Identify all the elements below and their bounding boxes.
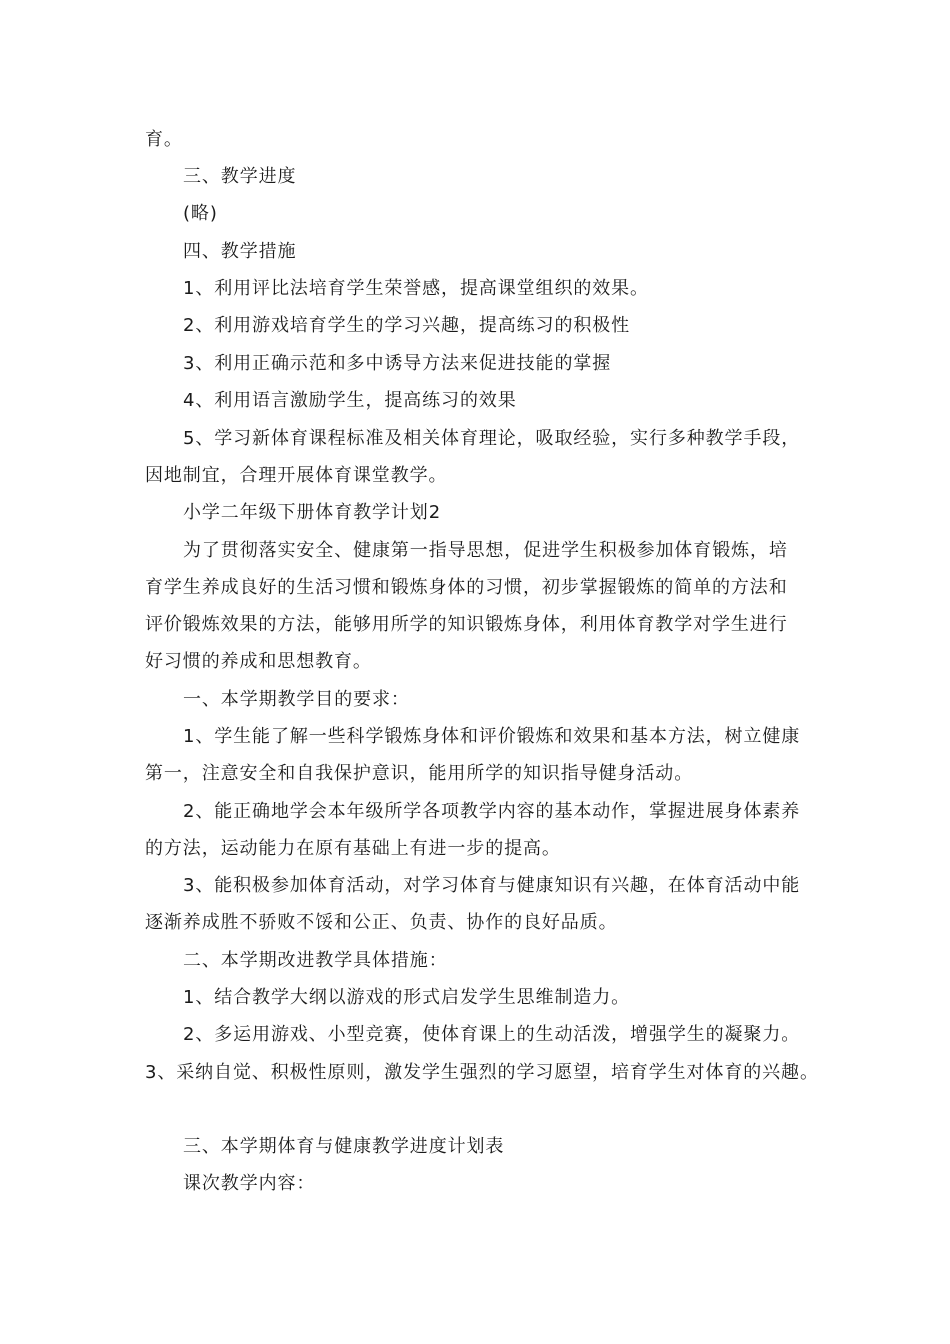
text-line: 1、结合教学大纲以游戏的形式启发学生思维制造力。 <box>183 987 631 1008</box>
text-line: 因地制宜，合理开展体育课堂教学。 <box>145 465 448 486</box>
text-line: 3、能积极参加体育活动，对学习体育与健康知识有兴趣，在体育活动中能 <box>183 875 801 896</box>
text-line: 4、利用语言激励学生，提高练习的效果 <box>183 390 517 411</box>
text-line: 为了贯彻落实安全、健康第一指导思想，促进学生积极参加体育锻炼，培 <box>183 540 788 561</box>
text-line: 的方法，运动能力在原有基础上有进一步的提高。 <box>145 838 561 859</box>
text-line: 评价锻炼效果的方法，能够用所学的知识锻炼身体，利用体育教学对学生进行 <box>145 614 788 635</box>
text-line: 3、采纳自觉、积极性原则，激发学生强烈的学习愿望，培育学生对体育的兴趣。 <box>145 1062 819 1083</box>
text-line: 1、学生能了解一些科学锻炼身体和评价锻炼和效果和基本方法，树立健康 <box>183 726 801 747</box>
text-line: 2、多运用游戏、小型竞赛，使体育课上的生动活泼，增强学生的凝聚力。 <box>183 1024 801 1045</box>
text-line: 2、能正确地学会本年级所学各项教学内容的基本动作，掌握进展身体素养 <box>183 801 801 822</box>
section-heading: 一、本学期教学目的要求： <box>183 689 410 710</box>
text-line: 2、利用游戏培育学生的学习兴趣，提高练习的积极性 <box>183 315 631 336</box>
section-heading: 四、教学措施 <box>183 241 297 262</box>
section-heading: 二、本学期改进教学具体措施： <box>183 950 448 971</box>
text-line: (略) <box>183 203 218 224</box>
text-line: 育学生养成良好的生活习惯和锻炼身体的习惯，初步掌握锻炼的简单的方法和 <box>145 577 788 598</box>
text-line: 好习惯的养成和思想教育。 <box>145 651 372 672</box>
text-line: 1、利用评比法培育学生荣誉感，提高课堂组织的效果。 <box>183 278 649 299</box>
text-line: 3、利用正确示范和多中诱导方法来促进技能的掌握 <box>183 353 612 374</box>
section-heading: 三、本学期体育与健康教学进度计划表 <box>183 1136 505 1157</box>
text-line: 逐渐养成胜不骄败不馁和公正、负责、协作的良好品质。 <box>145 912 618 933</box>
text-line: 5、学习新体育课程标准及相关体育理论，吸取经验，实行多种教学手段， <box>183 428 801 449</box>
document-title: 小学二年级下册体育教学计划2 <box>183 502 442 523</box>
text-line: 第一，注意安全和自我保护意识，能用所学的知识指导健身活动。 <box>145 763 694 784</box>
section-heading: 三、教学进度 <box>183 166 297 187</box>
text-line: 育。 <box>145 129 183 150</box>
text-line: 课次教学内容： <box>183 1173 316 1194</box>
